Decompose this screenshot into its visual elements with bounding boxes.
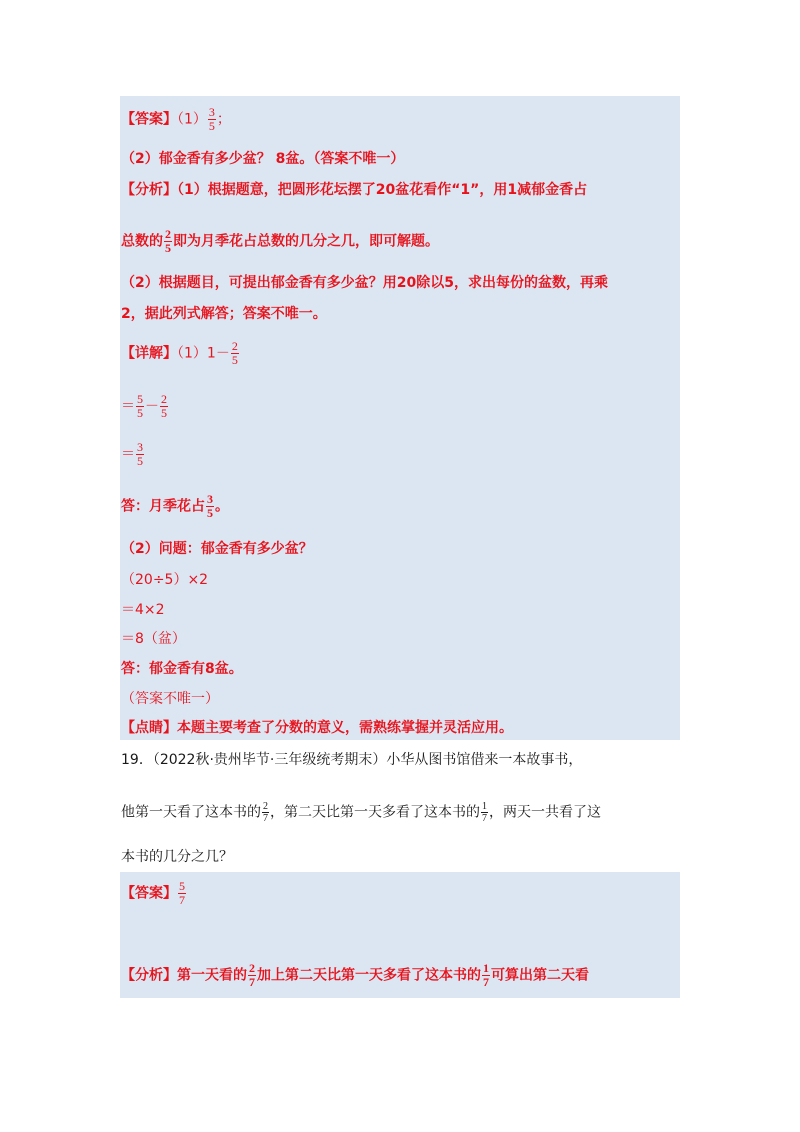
fraction: $\frac{5}{7}$ — [179, 879, 185, 907]
fraction: $\frac{3}{5}$ — [137, 440, 143, 468]
q18-analysis-line2: 总数的 $\frac{2}{5}$ 即为月季花占总数的几分之几，即可解题。 — [121, 227, 439, 255]
q18-answer-part2: （2）郁金香有多少盆？ 8盆。（答案不唯一） — [121, 151, 405, 167]
analysis-tag: 【分析】 — [121, 182, 177, 198]
q18-detail-line3: ＝ $\frac{3}{5}$ — [121, 440, 143, 468]
q18-detail-line6: （20÷5）×2 — [121, 572, 209, 588]
fraction: $\frac{2}{7}$ — [263, 801, 268, 824]
q18-detail-line4: 答：月季花占 $\frac{3}{5}$ 。 — [121, 492, 229, 520]
fraction: $\frac{1}{7}$ — [483, 961, 489, 989]
fraction: $\frac{5}{5}$ — [137, 392, 143, 420]
q18-analysis-line3: （2）根据题目，可提出郁金香有多少盆？用20除以5，求出每份的盆数，再乘 — [121, 275, 608, 291]
q18-detail-line10: （答案不唯一） — [121, 691, 219, 707]
fraction: $\frac{2}{7}$ — [249, 961, 255, 989]
q18-detail-line7: ＝4×2 — [121, 602, 165, 618]
fraction: $\frac{1}{7}$ — [482, 801, 487, 824]
q18-analysis-line4: 2，据此列式解答；答案不唯一。 — [121, 306, 327, 322]
q18-detail-line1: 【详解】（1）1－ $\frac{2}{5}$ — [121, 339, 238, 367]
detail-tag: 【详解】 — [121, 345, 177, 362]
q19-question-line2: 他第一天看了这本书的 $\frac{2}{7}$ ，第二天比第一天多看了这本书的 $\frac{1}{7}$ ，两天一共看了这 — [121, 801, 601, 824]
fraction: $\frac{2}{5}$ — [231, 339, 238, 367]
analysis-tag: 【分析】 — [121, 967, 177, 984]
q19-question-line1: 19．（2022秋·贵州毕节·三年级统考期末）小华从图书馆借来一本故事书， — [121, 752, 583, 768]
q19-analysis-line: 【分析】第一天看的 $\frac{2}{7}$ 加上第二天比第一天多看了这本书的 $\frac{1}{7}$ 可算出第二天看 — [121, 961, 589, 989]
answer-tag: 【答案】 — [121, 111, 177, 128]
q18-detail-line8: ＝8（盆） — [121, 631, 186, 647]
q18-detail-line2: ＝ $\frac{5}{5}$ － $\frac{2}{5}$ — [121, 392, 167, 420]
q18-detail-line5: （2）问题：郁金香有多少盆？ — [121, 541, 313, 557]
q18-detail-line9: 答：郁金香有8盆。 — [121, 661, 243, 677]
fraction: $\frac{3}{5}$ — [207, 492, 213, 520]
q18-answer-line: 【答案】（1） $\frac{3}{5}$ ； — [121, 105, 231, 133]
answer-tag: 【答案】 — [121, 885, 177, 902]
q19-answer-line — [121, 880, 187, 907]
q18-analysis-line1: 【分析】（1）根据题意，把圆形花坛摆了20盆花看作“1”，用1减郁金香占 — [121, 182, 588, 198]
fraction: $\frac{2}{5}$ — [165, 227, 171, 255]
tip-tag: 【点睛】 — [121, 720, 177, 736]
fraction: $\frac{2}{5}$ — [161, 392, 167, 420]
q18-tip-line: 【点睛】本题主要考查了分数的意义，需熟练掌握并灵活应用。 — [121, 720, 513, 736]
q19-question-line3: 本书的几分之几？ — [121, 849, 233, 865]
fraction: $\frac{3}{5}$ — [208, 105, 215, 133]
